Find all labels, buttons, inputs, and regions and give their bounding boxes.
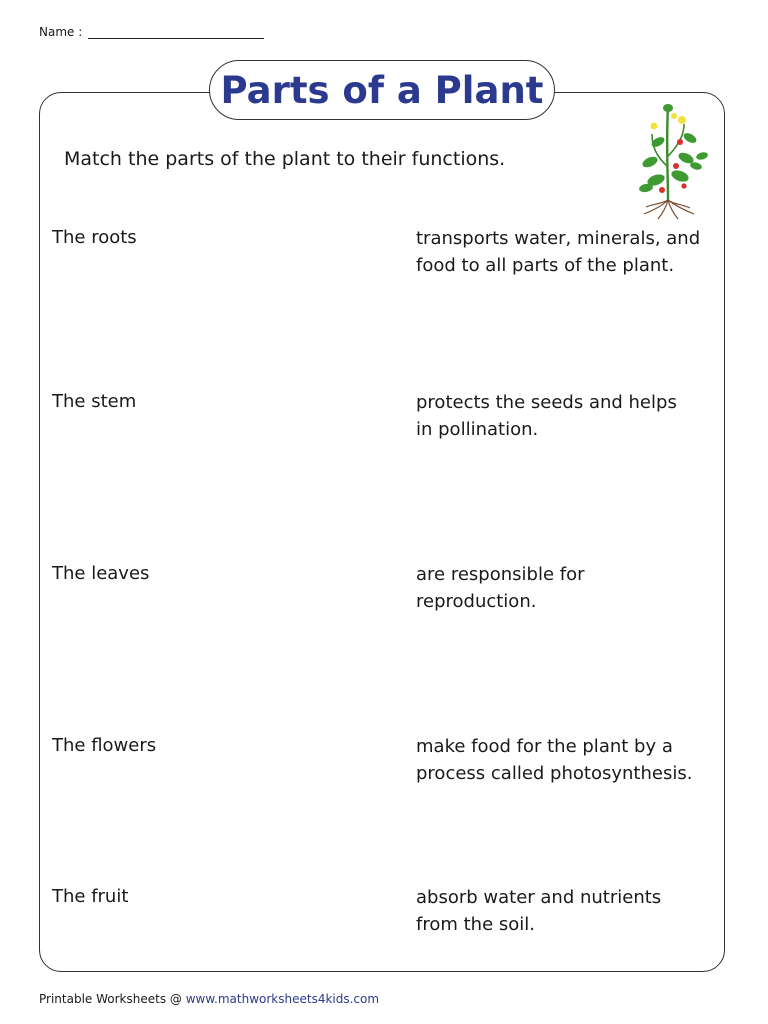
name-label: Name :	[39, 25, 83, 39]
function-line: process called photosynthesis.	[416, 763, 693, 784]
function-item	[416, 561, 726, 615]
part-label-flowers: The flowers	[52, 735, 157, 756]
function-line: from the soil.	[416, 914, 535, 935]
function-line: transports water, minerals, and	[416, 228, 701, 249]
function-item	[416, 225, 726, 279]
function-line: protects the seeds and helps	[416, 392, 677, 413]
function-line: in pollination.	[416, 419, 539, 440]
instruction-text: Match the parts of the plant to their functions.	[64, 148, 506, 170]
part-label-leaves: The leaves	[52, 563, 150, 584]
plant-illustration-icon	[622, 96, 714, 220]
function-line: are responsible for	[416, 564, 585, 585]
name-line[interactable]	[88, 24, 264, 39]
part-label-fruit: The fruit	[52, 886, 129, 907]
function-line: reproduction.	[416, 591, 537, 612]
footer-link[interactable]: www.mathworksheets4kids.com	[185, 992, 380, 1006]
function-item	[416, 733, 726, 787]
name-row	[39, 24, 264, 39]
part-label-roots: The roots	[52, 227, 137, 248]
page-title: Parts of a Plant	[220, 68, 544, 112]
footer-prefix: Printable Worksheets @	[39, 992, 186, 1006]
function-item	[416, 884, 726, 938]
function-line: make food for the plant by a	[416, 736, 673, 757]
part-label-stem: The stem	[52, 391, 137, 412]
function-line: absorb water and nutrients	[416, 887, 662, 908]
title-banner	[209, 60, 555, 120]
function-item	[416, 389, 726, 443]
worksheet-frame	[39, 92, 725, 972]
function-line: food to all parts of the plant.	[416, 255, 675, 276]
footer	[39, 992, 379, 1006]
